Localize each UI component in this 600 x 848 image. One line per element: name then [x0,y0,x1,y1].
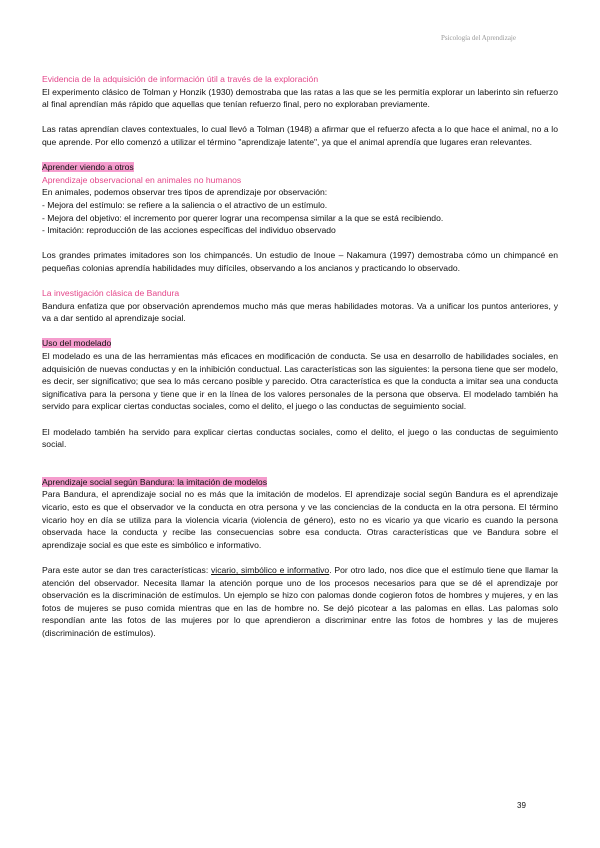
list-item: - Imitación: reproducción de las acciones específicas del individuo observado [42,225,336,236]
list-item: - Mejora del estímulo: se refiere a la saliencia o el atractivo de un estímulo. [42,199,328,210]
paragraph-aprendizaje-latente: Las ratas aprendían claves contextuales, lo cual llevó a Tolman (1948) a afirmar que el refuerzo afecta a lo que hace el animal, no a lo que aprende. Por ello comenzó a utilizar el término "aprendizaje latente", ya que el animal aprendía que lugares eran relevantes. [42,124,558,147]
paragraph-chimpances: Los grandes primates imitadores son los chimpancés. Un estudio de Inoue – Nakamura (1997) demostraba cómo un chimpancé en pequeñas colonias aprendía habilidades muy difíciles, observando a los ancianos y practicando lo observado. [42,250,558,273]
section-title-aprendizaje-social [42,476,558,489]
highlighted-title: Aprender viendo a otros [42,162,134,173]
text-run: Para este autor se dan tres características: [42,564,211,575]
paragraph-modelado-conductas: El modelado también ha servido para explicar ciertas conductas sociales, como el delito, el juego o las conductas de seguimiento social. [42,426,558,450]
paragraph-tolman-honzik: El experimento clásico de Tolman y Honzik (1930) demostraba que las ratas a las que se les permitía explorar un laberinto sin refuerzo al final aprendían más rápido que aquellas que tenían refuerzo final, pero no exploraban previamente. [42,86,558,110]
subsection-title-observacional: Aprendizaje observacional en animales no humanos [42,174,242,185]
section-title-exploracion: Evidencia de la adquisición de información útil a través de la exploración [42,74,319,84]
highlighted-title: Uso del modelado [42,338,112,349]
highlighted-title: Aprendizaje social según Bandura: la imitación de modelos [42,476,268,487]
paragraph-caracteristicas [42,564,558,640]
section-title-bandura-clasica: La investigación clásica de Bandura [42,288,180,299]
paragraph-modelado: El modelado es una de las herramientas más eficaces en modificación de conducta. Se usa en desarrollo de habilidades sociales, en adquisición de nuevas conductas y en la inhibición conductual. Las características son las siguientes: la persona tiene que ser modelo, es decir, ser significativo; que sea lo más cercano posible y parecido. Otra característica es que la conducta a imitar sea una conducta significativa para la persona y tiene que ir en la línea de los valores personales de la persona que observa. El modelado también ha servido para explicar ciertas conductas sociales, como el delito, el juego o las conductas de seguimiento social. [42,351,558,412]
text-run: . Por otro lado, nos dice que el estímulo tiene que llamar la atención del observador. Necesita llamar la atención porque uno de los procesos necesarios para que se dé el aprendizaje por observación es la discriminación de estímulos. Un ejemplo se hizo con palomas donde cogieron fotos de hombres y mujeres, y en las fotos de mujeres se puso comida mientras que en las de hombre no. Se dejó picotear a las palomas en ellas. Las palomas solo respondían ante las fotos de las mujeres por lo que aprendieron a discriminar entre las fotos de hombres y las de mujeres (discriminación de estímulos). [42,564,558,638]
list-item: - Mejora del objetivo: el incremento por querer lograr una recompensa similar a la que se está recibiendo. [42,212,444,223]
paragraph-bandura-enfatiza: Bandura enfatiza que por observación aprendemos mucho más que meras habilidades motoras. Va a unificar los puntos anteriores, y va a dar sentido al aprendizaje social. [42,300,558,324]
paragraph-tipos-intro: En animales, podemos observar tres tipos de aprendizaje por observación: [42,187,328,198]
section-title-modelado [42,337,558,350]
running-header: Psicología del Aprendizaje [440,34,516,42]
underlined-terms: vicario, simbólico e informativo [211,564,330,575]
paragraph-aprendizaje-vicario: Para Bandura, el aprendizaje social no es más que la imitación de modelos. El aprendizaje social según Bandura es el aprendizaje vicario, esto es que el observador ve la conducta en otra persona y ve las conciencias de la conducta en la otra persona. El término vicario hoy en día se utiliza para la violencia vicaria (violencia de género), esto no es vicario ya que vicario es cuando la persona observada hace la conducta y recibe las consecuencias sobre esa conducta. Otras características que ve Bandura sobre el aprendizaje social es que este es simbólico e informativo. [42,489,558,550]
section-title-aprender-viendo [42,161,558,174]
page-number: 39 [517,801,526,810]
page-body [42,73,558,640]
